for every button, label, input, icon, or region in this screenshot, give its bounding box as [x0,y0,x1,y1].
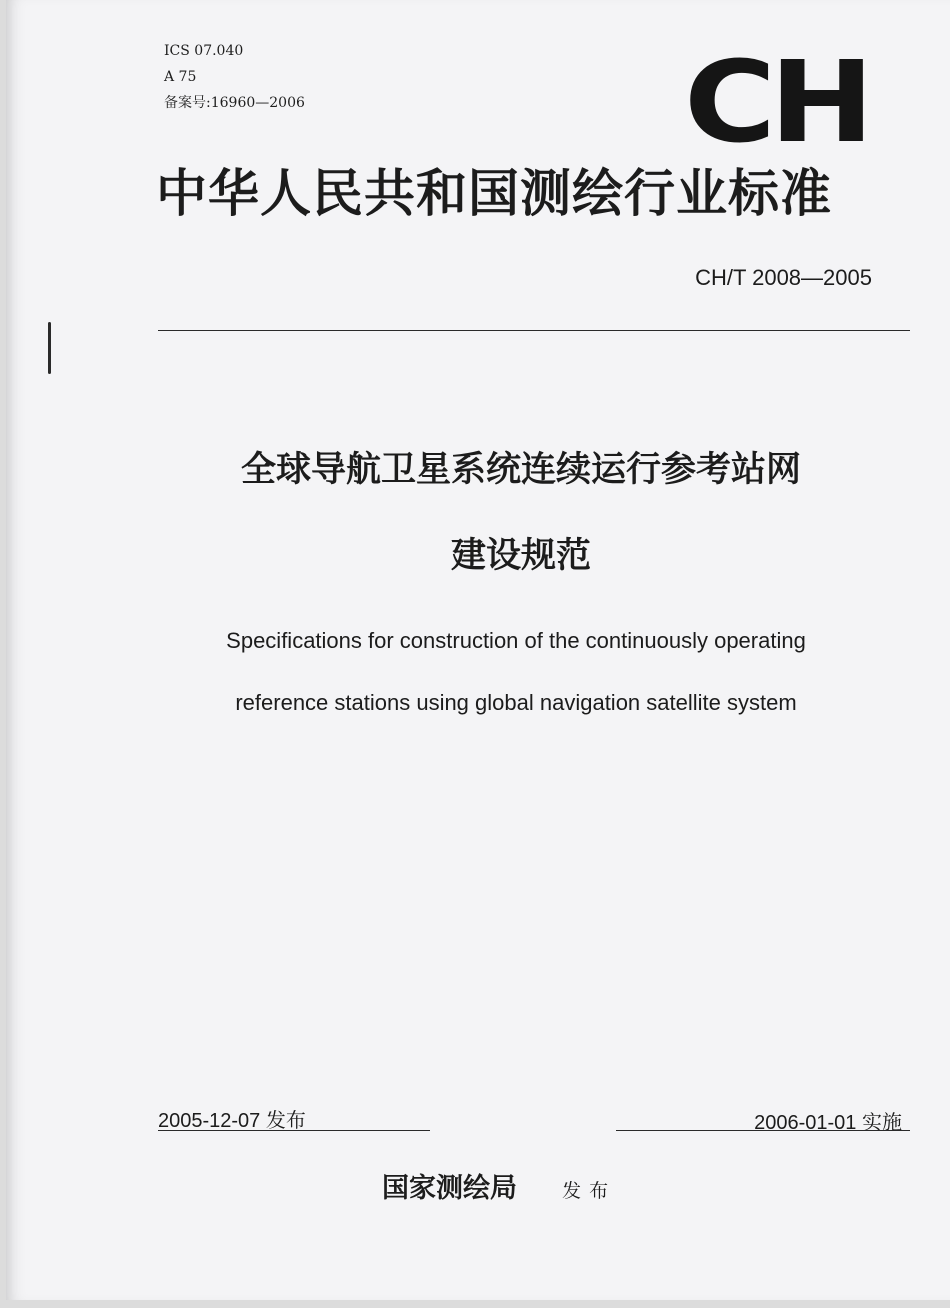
title-english-line1: Specifications for construction of the continuously operating [226,628,806,653]
ch-logo [684,38,883,168]
ch-logo-text: CH [684,38,868,168]
effective-date: 2006-01-01 实施 [754,1112,902,1134]
publisher-name: 国家测绘局 [382,1173,517,1204]
top-divider [158,330,910,331]
publisher-verb: 发布 [562,1180,617,1202]
classification-block [164,38,305,116]
title-english-line2: reference stations using global navigation satellite system [235,690,797,715]
title-chinese [126,446,916,580]
org-title: 中华人民共和国测绘行业标准 [156,165,833,224]
publisher-line [382,1166,616,1205]
standard-number: CH/T 2008—2005 [695,265,872,290]
title-chinese-line2: 建设规范 [450,536,591,576]
binding-mark [48,322,51,374]
ics-code: ICS 07.040 [164,43,244,59]
class-code: A 75 [164,69,197,85]
issue-date: 2005-12-07 发布 [158,1110,306,1132]
document-page [6,0,950,1300]
title-english [116,610,916,734]
bottom-divider [158,1130,910,1131]
divider-gap [430,1127,616,1133]
filing-number: 备案号:16960—2006 [164,95,305,111]
title-chinese-line1: 全球导航卫星系统连续运行参考站网 [240,450,801,490]
